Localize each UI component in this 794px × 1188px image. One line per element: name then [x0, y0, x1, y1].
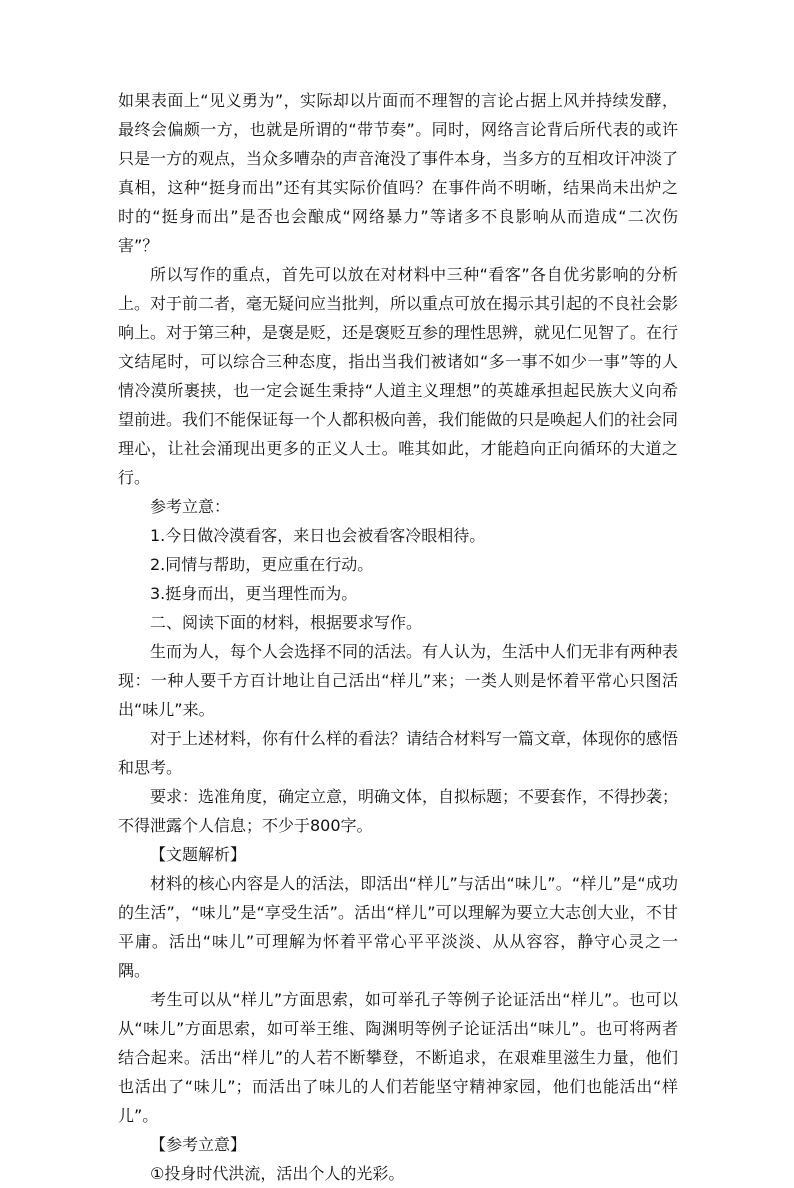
question-heading: 二、阅读下面的材料，根据要求写作。: [150, 613, 423, 632]
requirements-paragraph: 要求：选准角度，确定立意，明确文体，自拟标题；不要套作，不得抄袭；不得泄露个人信息；不少于800字。: [118, 787, 679, 835]
reference-ideas-heading: 参考立意：: [150, 497, 231, 516]
analysis-paragraph: 考生可以从“样儿”方面思索，如可举孔子等例子论证活出“样儿”。也可以从“味儿”方面思索，如可举王维、陶渊明等例子论证活出“味儿”。也可将两者结合起来。活出“样儿”的人若不断攀登，不断追求，在艰难里滋生力量，他们也活出了“味儿”；而活出了味儿的人们若能坚守精神家园，他们也能活出“样儿”。: [118, 990, 678, 1125]
paragraph-continuation: 如果表面上“见义勇为”，实际却以片面而不理智的言论占据上风并持续发酵，最终会偏颇一方，也就是所谓的“带节奏”。同时，网络言论背后所代表的或许只是一方的观点，当众多嘈杂的声音淹没了事件本身，当多方的互相攻讦冲淡了真相，这种“挺身而出”还有其实际价值吗？在事件尚不明晰，结果尚未出炉之时的“挺身而出”是否也会酿成“网络暴力”等诸多不良影响从而造成“二次伤害”？: [118, 91, 679, 255]
reference-idea-item: 3.挺身而出，更当理性而为。: [150, 584, 358, 603]
material-paragraph: 生而为人，每个人会选择不同的活法。有人认为，生活中人们无非有两种表现：一种人要千方百计地让自己活出“样儿”来；一类人则是怀着平常心只图活出“味儿”来。: [118, 642, 679, 719]
reference-item: ①投身时代洪流，活出个人的光彩。: [150, 1164, 405, 1183]
analysis-heading: 【文题解析】: [150, 845, 247, 864]
reference-heading: 【参考立意】: [150, 1135, 247, 1154]
reference-idea-item: 2.同情与帮助，更应重在行动。: [150, 555, 374, 574]
paragraph-writing-focus: 所以写作的重点，首先可以放在对材料中三种“看客”各自优劣影响的分析上。对于前二者，毫无疑问应当批判，所以重点可放在揭示其引起的不良社会影响上。对于第三种，是褒是贬，还是褒贬互参的理性思辨，就见仁见智了。在行文结尾时，可以综合三种态度，指出当我们被诸如“多一事不如少一事”等的人情冷漠所裹挟，也一定会诞生秉持“人道主义理想”的英雄承担起民族大义向希望前进。我们不能保证每一个人都积极向善，我们能做的只是唤起人们的社会同理心，让社会涌现出更多的正义人士。唯其如此，才能趋向正向循环的大道之行。: [118, 265, 679, 487]
document-body: [118, 86, 678, 1188]
reference-idea-item: 1.今日做冷漠看客，来日也会被看客冷眼相待。: [150, 526, 486, 545]
analysis-paragraph: 材料的核心内容是人的活法，即活出“样儿”与活出“味儿”。“样儿”是“成功的生活”，“味儿”是“享受生活”。活出“样儿”可以理解为要立大志创大业，不甘平庸。活出“味儿”可理解为怀着平常心平平淡淡、从从容容，静守心灵之一隅。: [118, 874, 678, 980]
prompt-paragraph: 对于上述材料，你有什么样的看法？请结合材料写一篇文章，体现你的感悟和思考。: [118, 729, 679, 777]
